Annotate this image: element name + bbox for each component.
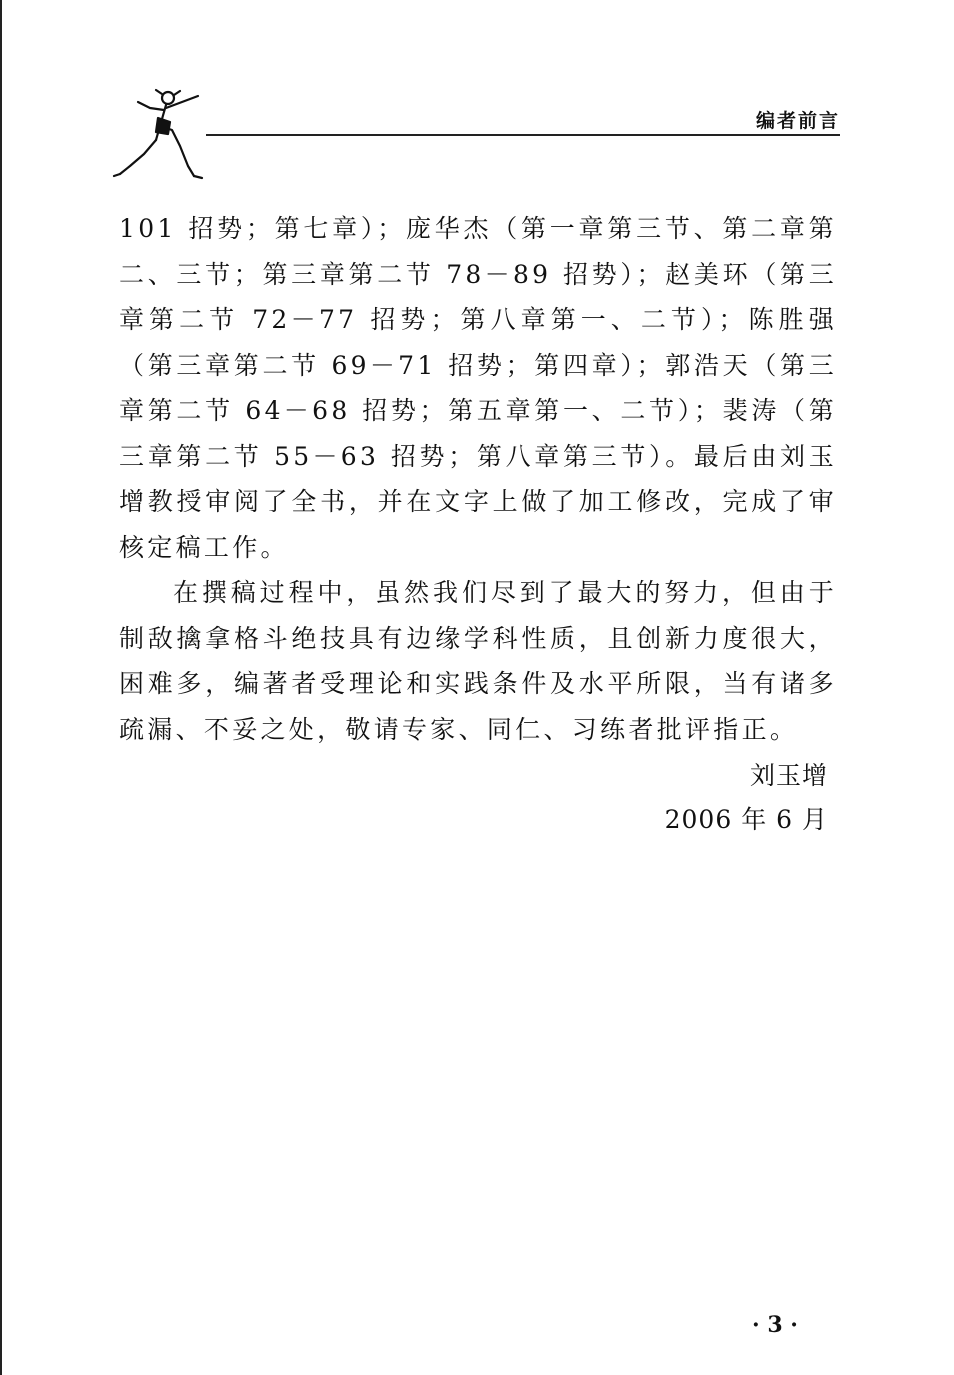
signature-date: 2006 年 6 月: [664, 805, 828, 834]
header-rule: [206, 134, 840, 136]
page-edge-rule: [0, 0, 2, 1375]
signature-name: 刘玉增: [749, 761, 828, 790]
page-number: · 3 ·: [752, 1312, 798, 1338]
paragraph-apology: 在撰稿过程中，虽然我们尽到了最大的努力，但由于制敌擒拿格斗绝技具有边缘学科性质，且创新力度很大，困难多，编著者受理论和实践条件及水平所限，当有诸多疏漏、不妥之处，敬请专家、同仁、习练者批评指正。: [119, 578, 837, 744]
header-title: 编者前言: [755, 110, 840, 132]
body-text: [119, 206, 837, 752]
running-header: [110, 88, 840, 188]
signature-block: [665, 754, 828, 842]
paragraph-credits: 101 招势；第七章）；庞华杰（第一章第三节、第二章第二、三节；第三章第二节 78－89 招势）；赵美环（第三章第二节 72－77 招势；第八章第一、二节）；陈胜强（第三章第二节 69－71 招势；第四章）；郭浩天（第三章第二节 64－68 招势；第五章第一、二节）；裴涛（第三章第二节 55－63 招势；第八章第三节）。最后由刘玉增教授审阅了全书，并在文字上做了加工修改，完成了审核定稿工作。: [119, 214, 837, 562]
martial-artist-figure: [110, 88, 206, 188]
